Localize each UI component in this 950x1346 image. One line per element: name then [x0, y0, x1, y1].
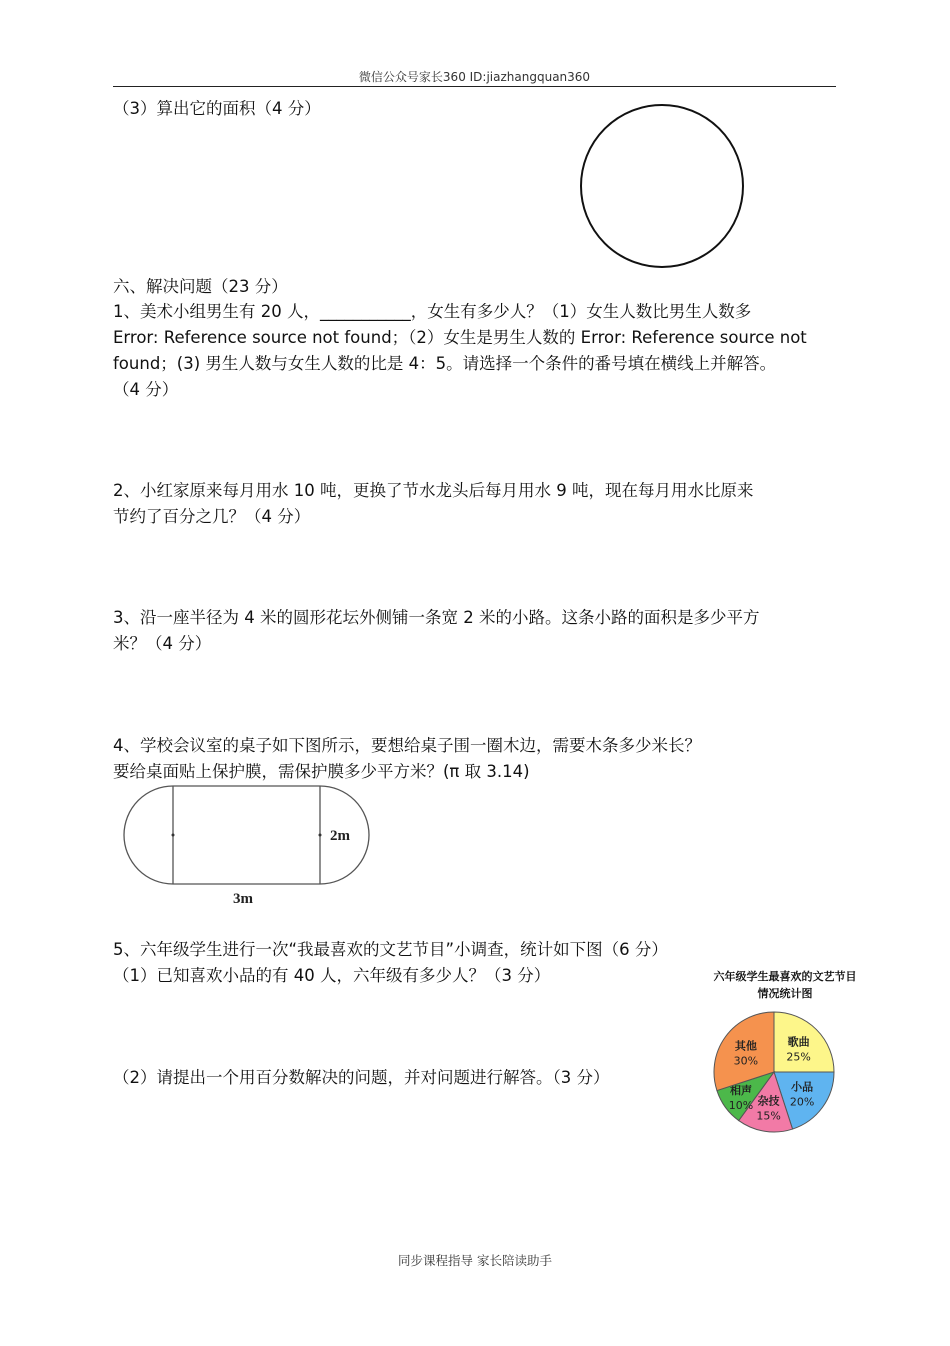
pie-pct-2: 15%: [756, 1109, 781, 1123]
q1-line3: found；(3) 男生人数与女生人数的比是 4：5。请选择一个条件的番号填在横线上并解答。: [113, 354, 777, 373]
q1-line4: （4 分）: [113, 380, 179, 399]
q5-sub2: （2）请提出一个用百分数解决的问题，并对问题进行解答。（3 分）: [113, 1068, 610, 1087]
q4-line1: 4、学校会议室的桌子如下图所示，要想给桌子围一圈木边，需要木条多少米长？: [113, 736, 701, 755]
q4-line2: 要给桌面贴上保护膜，需保护膜多少平方米？(π 取 3.14): [113, 762, 530, 781]
pie-label-4: 其他: [734, 1039, 757, 1053]
pie-chart: [700, 1000, 850, 1150]
pie-pct-0: 25%: [786, 1050, 811, 1064]
q3-line2: 米？（4 分）: [113, 634, 212, 653]
circle-figure: [578, 103, 746, 271]
prev-q3-text: （3）算出它的面积（4 分）: [113, 99, 321, 118]
page-footer: 同步课程指导 家长陪读助手: [398, 1253, 552, 1268]
header-rule: [113, 86, 836, 87]
q2-line1: 2、小红家原来每月用水 10 吨，更换了节水龙头后每月用水 9 吨，现在每月用水比原来: [113, 481, 754, 500]
pie-label-2: 杂技: [757, 1094, 780, 1108]
chart-title: 六年级学生最喜欢的文艺节目: [713, 970, 857, 983]
pie-label-0: 歌曲: [787, 1035, 810, 1049]
left-center-dot: [172, 834, 175, 837]
page-header: 微信公众号家长360 ID:jiazhangquan360: [358, 70, 591, 84]
table-figure: [115, 783, 385, 913]
pie-label-3: 相声: [729, 1083, 752, 1097]
pie-pct-1: 20%: [789, 1095, 815, 1109]
section6-title: 六、解决问题（23 分）: [113, 277, 288, 296]
pie-pct-3: 10%: [728, 1098, 754, 1112]
q1-line2: Error: Reference source not found；（2）女生是男生人数的 Error: Reference source not: [113, 328, 807, 347]
width-label: 2m: [330, 828, 350, 844]
pie-pct-4: 30%: [733, 1054, 759, 1068]
chart-title-block: [690, 968, 880, 1002]
q5-sub1: （1）已知喜欢小品的有 40 人，六年级有多少人？（3 分）: [113, 966, 551, 985]
pie-label-1: 小品: [791, 1080, 814, 1094]
q2-line2: 节约了百分之几？（4 分）: [113, 507, 311, 526]
length-label: 3m: [233, 891, 253, 907]
q3-line1: 3、沿一座半径为 4 米的圆形花坛外侧铺一条宽 2 米的小路。这条小路的面积是多少平方: [113, 608, 760, 627]
chart-subtitle: 情况统计图: [757, 987, 813, 1000]
q5-line1: 5、六年级学生进行一次“我最喜欢的文艺节目”小调查，统计如下图（6 分）: [113, 940, 668, 959]
q1-line1: 1、美术小组男生有 20 人，___________，女生有多少人？（1）女生人数比男生人数多: [113, 302, 752, 321]
right-center-dot: [319, 834, 322, 837]
